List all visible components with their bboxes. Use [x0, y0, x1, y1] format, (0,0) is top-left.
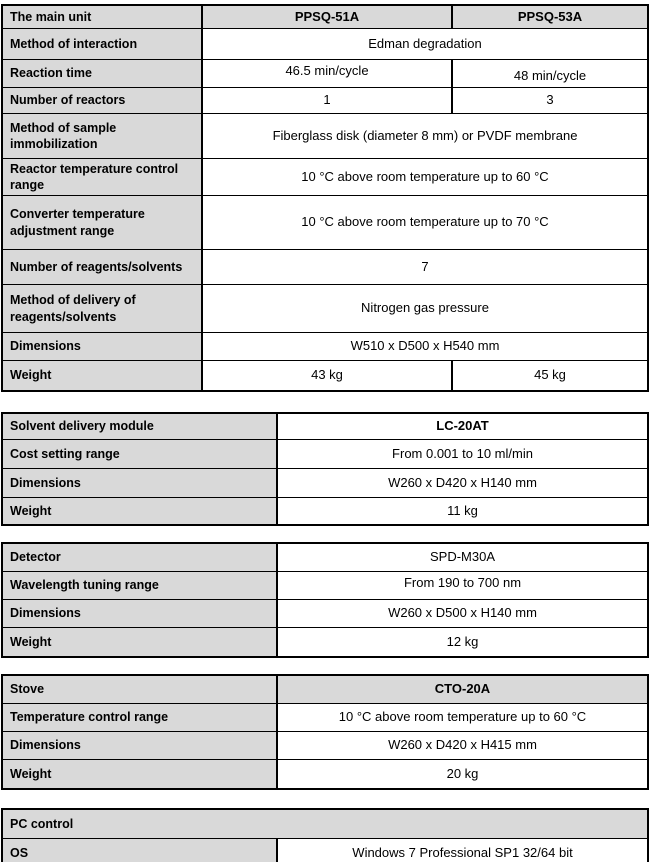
row-label: Dimensions	[3, 600, 278, 627]
row-label: Weight	[3, 498, 278, 524]
row-label: Dimensions	[3, 333, 203, 360]
table-row	[3, 732, 647, 760]
stove-table	[1, 674, 649, 790]
row-value: From 0.001 to 10 ml/min	[392, 445, 533, 461]
row-label: Solvent delivery module	[3, 414, 278, 439]
row-label: Reaction time	[3, 60, 203, 87]
row-label: Method of interaction	[3, 29, 203, 59]
specifications-page	[0, 4, 652, 862]
row-value: 45 kg	[534, 367, 566, 383]
table-row	[3, 572, 647, 600]
table-row	[3, 60, 647, 88]
table-row	[3, 544, 647, 572]
row-label: The main unit	[3, 6, 203, 28]
table-row	[3, 704, 647, 732]
row-value: 10 °C above room temperature up to 60 °C	[301, 168, 549, 184]
row-value: Nitrogen gas pressure	[361, 300, 489, 316]
row-label: Weight	[3, 760, 278, 788]
row-value: 3	[546, 92, 554, 108]
table-row	[3, 250, 647, 285]
row-label: Temperature control range	[3, 704, 278, 731]
table-row	[3, 810, 647, 839]
row-value: 11 kg	[447, 502, 478, 518]
row-value: W260 x D500 x H140 mm	[388, 605, 537, 621]
table-row	[3, 88, 647, 114]
row-label: Cost setting range	[3, 440, 278, 468]
pc-control-table	[1, 808, 649, 862]
row-label: Detector	[3, 544, 278, 571]
row-value: CTO-20A	[278, 676, 647, 703]
table-row	[3, 29, 647, 60]
row-value: 43 kg	[203, 361, 453, 390]
main-unit-table	[1, 4, 649, 392]
table-row	[3, 414, 647, 440]
table-row	[3, 6, 647, 29]
row-value: W260 x D420 x H415 mm	[388, 737, 537, 753]
row-value: 10 °C above room temperature up to 70 °C	[301, 214, 549, 230]
solvent-module-table	[1, 412, 649, 526]
table-row	[3, 333, 647, 361]
row-label: Dimensions	[3, 732, 278, 759]
table-row	[3, 760, 647, 788]
detector-table	[1, 542, 649, 658]
table-row	[3, 285, 647, 333]
table-row	[3, 469, 647, 498]
row-value: W260 x D420 x H140 mm	[388, 474, 537, 490]
table-row	[3, 196, 647, 250]
row-label: Wavelength tuning range	[3, 572, 278, 599]
row-value: PPSQ-53A	[453, 6, 647, 28]
row-label: OS	[3, 839, 278, 862]
row-label: Dimensions	[3, 469, 278, 497]
row-value: 20 kg	[446, 765, 479, 781]
table-row	[3, 159, 647, 196]
row-label: Method of sample immobilization	[3, 114, 203, 158]
row-value: PPSQ-51A	[203, 6, 453, 28]
row-label: Number of reactors	[3, 88, 203, 113]
row-value: LC-20AT	[436, 418, 489, 434]
row-label: Weight	[3, 628, 278, 656]
row-label: PC control	[3, 810, 647, 838]
row-value: 7	[421, 258, 429, 274]
row-label: Reactor temperature control range	[3, 159, 203, 195]
row-value: From 190 to 700 nm	[403, 574, 522, 590]
row-value: 1	[203, 88, 453, 113]
row-value: 10 °C above room temperature up to 60 °C	[338, 709, 587, 725]
table-row	[3, 628, 647, 656]
row-value: Fiberglass disk (diameter 8 mm) or PVDF membrane	[272, 127, 578, 143]
row-value: 12 kg	[446, 633, 479, 649]
row-value: SPD-M30A	[429, 549, 496, 565]
table-row	[3, 600, 647, 628]
row-label: Stove	[3, 676, 278, 703]
table-row	[3, 676, 647, 704]
row-value: Windows 7 Professional SP1 32/64 bit	[352, 844, 573, 860]
table-row	[3, 440, 647, 469]
row-label: Converter temperature adjustment range	[3, 196, 203, 249]
row-value: 48 min/cycle	[513, 68, 587, 84]
row-label: Weight	[3, 361, 203, 390]
row-value: 46.5 min/cycle	[203, 60, 453, 87]
table-row	[3, 498, 647, 524]
table-row	[3, 114, 647, 159]
row-label: Method of delivery of reagents/solvents	[3, 285, 203, 332]
row-label: Number of reagents/solvents	[3, 250, 203, 284]
row-value: W510 x D500 x H540 mm	[350, 338, 500, 354]
table-row	[3, 361, 647, 390]
row-value: Edman degradation	[368, 35, 482, 51]
table-row	[3, 839, 647, 862]
